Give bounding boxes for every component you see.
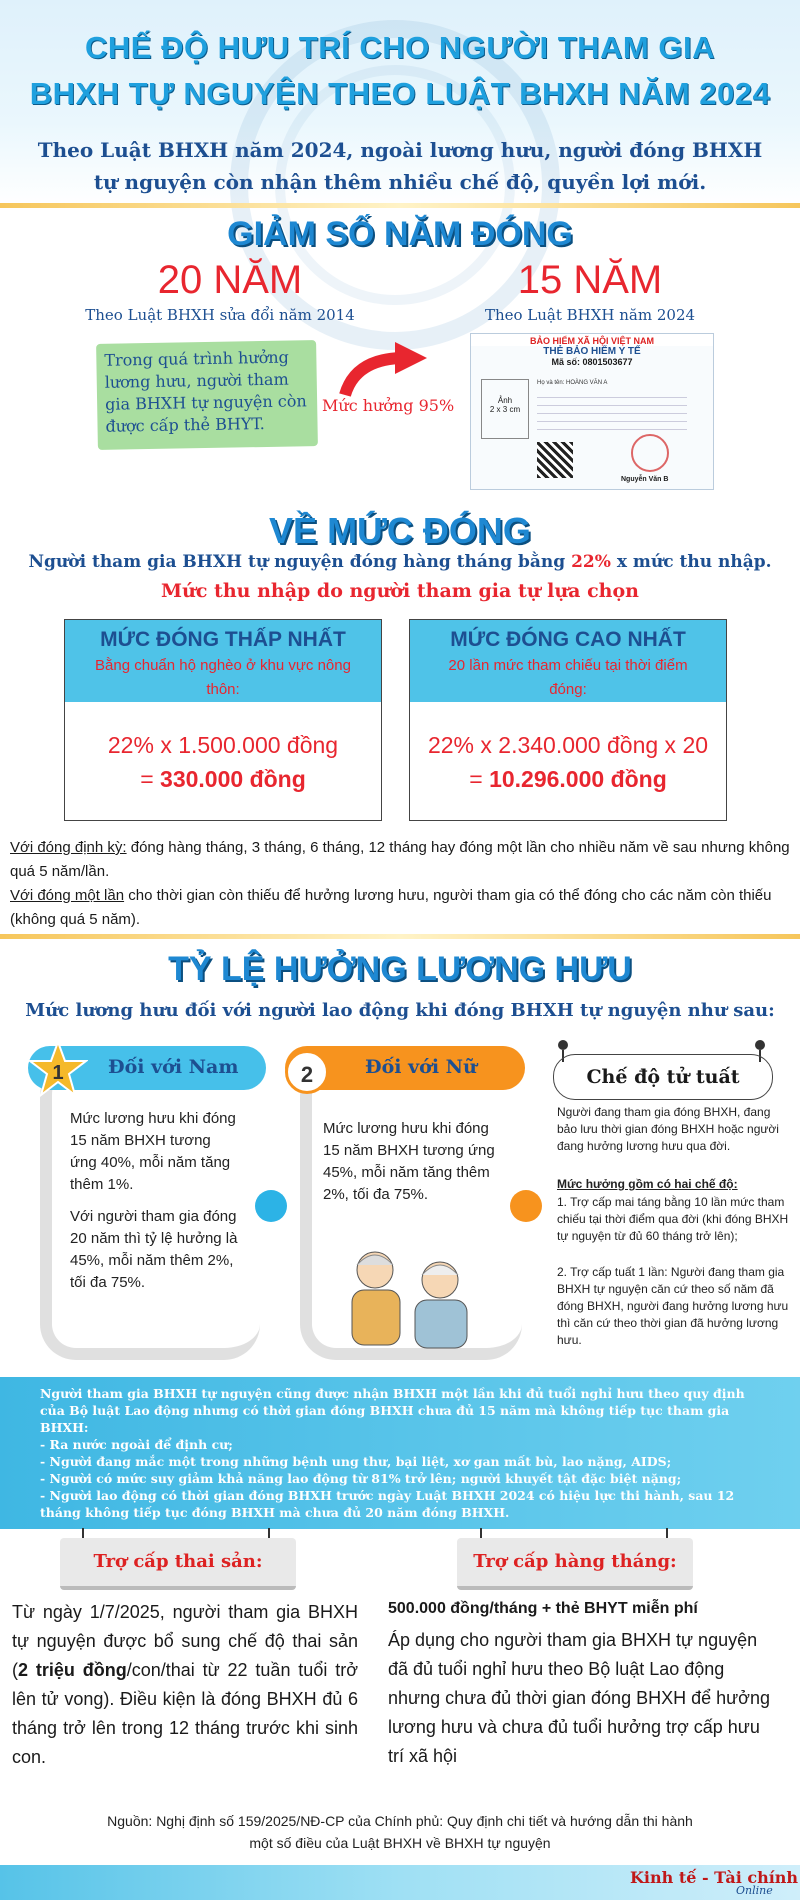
female-badge: 2: [285, 1050, 329, 1094]
male-label: Đối với Nam: [28, 1046, 266, 1090]
lumpsum-band: [0, 1377, 800, 1529]
max-result: = 10.296.000 đồng: [469, 766, 667, 792]
subtitle-line-2: tự nguyện còn nhận thêm nhiều chế độ, quyền lợi mới.: [93, 170, 707, 194]
health-insurance-card: [470, 333, 714, 490]
min-formula: 22% x 1.500.000 đồng: [107, 732, 339, 758]
lumpsum-item: - Người lao động có thời gian đóng BHXH trước ngày Luật BHXH 2024 có hiệu lực thi hành, sau 12 tháng không tiếp tục đóng BHXH mà chưa đủ 20 năm đóng BHXH.: [40, 1488, 735, 1520]
brand-logo: Kinh tế - Tài chính: [630, 1868, 799, 1887]
section-heading-pension: TỶ LỆ HƯỞNG LƯƠNG HƯU: [168, 950, 632, 988]
max-contribution-box: [409, 619, 727, 821]
maternity-label: Trợ cấp thai sản:: [60, 1538, 296, 1590]
min-contribution-box: [64, 619, 382, 821]
section-heading-contribution: VỀ MỨC ĐÓNG: [269, 510, 531, 551]
arrow-icon: [335, 340, 435, 400]
monthly-text: Áp dụng cho người tham gia BHXH tự nguyện đã đủ tuổi nghỉ hưu theo Bộ luật Lao động nhưng chưa đủ thời gian đóng BHXH để hưởng lương hưu và chưa đủ tuổi hưởng trợ cấp hưu trí xã hội: [388, 1630, 770, 1766]
survivor-text-3: 2. Trợ cấp tuất 1 lần: Người đang tham gia BHXH tự nguyện căn cứ theo số năm đã đóng BHXH, người đang hưởng lương hưu thì căn cứ theo thời gian đã hưởng lương hưu.: [557, 1265, 789, 1347]
lumpsum-item: - Ra nước ngoài để định cư;: [40, 1437, 233, 1452]
subtitle-line-1: Theo Luật BHXH năm 2024, ngoài lương hưu, người đóng BHXH: [37, 138, 763, 162]
elderly-couple-illustration: [340, 1245, 490, 1350]
monthly-bold: 500.000 đồng/tháng + thẻ BHYT miễn phí: [388, 1600, 698, 1617]
source-line-1: Nguồn: Nghị định số 159/2025/NĐ-CP của Chính phủ: Quy định chi tiết và hướng dẫn thi hành: [107, 1813, 693, 1829]
qr-code-icon: [537, 442, 573, 478]
orange-dot: [510, 1190, 542, 1222]
female-text-1: Mức lương hưu khi đóng 15 năm BHXH tương ứng 45%, mỗi năm tăng thêm 2%, tối đa 75%.: [323, 1120, 495, 1203]
max-desc: 20 lần mức tham chiếu tại thời điểm đóng:: [448, 657, 688, 698]
blue-dot: [255, 1190, 287, 1222]
survivor-text-1: Người đang tham gia đóng BHXH, đang bảo lưu thời gian đóng BHXH hoặc người đang hưởng lương hưu qua đời.: [557, 1105, 779, 1153]
survivor-subheading: Mức hưởng gồm có hai chế độ:: [557, 1177, 738, 1191]
periodic-paragraph: Với đóng định kỳ: đóng hàng tháng, 3 tháng, 6 tháng, 12 tháng hay đóng một lần cho nhiều năm về sau nhưng không quá 5 năm/lần.: [10, 839, 790, 880]
lumpsum-item: - Người đang mắc một trong những bệnh ung thư, bại liệt, xơ gan mất bù, lao nặng, AIDS;: [40, 1454, 672, 1469]
survivor-text-2: 1. Trợ cấp mai táng bằng 10 lần mức tham chiếu tại thời điểm qua đời (khi đóng BHXH tự nguyện từ đủ 60 tháng trở lên);: [557, 1195, 789, 1243]
survivor-label: Chế độ tử tuất: [553, 1054, 773, 1100]
title-line-1: CHẾ ĐỘ HƯU TRÍ CHO NGƯỜI THAM GIA: [85, 30, 715, 65]
max-formula: 22% x 2.340.000 đồng x 20: [427, 732, 709, 758]
svg-text:1: 1: [52, 1062, 64, 1084]
stamp-icon: [631, 434, 669, 472]
card-text-lines: [537, 392, 687, 430]
brand-logo-sub: Online: [736, 1884, 773, 1897]
pension-subheading: Mức lương hưu đối với người lao động khi đóng BHXH tự nguyện như sau:: [25, 1000, 775, 1021]
star-icon: [28, 1040, 88, 1100]
card-signer: Nguyễn Văn B: [621, 476, 669, 483]
rate-label: Mức hưởng 95%: [322, 396, 455, 415]
female-label: Đối với Nữ: [285, 1046, 525, 1090]
min-result: = 330.000 đồng: [140, 766, 306, 792]
min-title: MỨC ĐÓNG THẤP NHẤT: [100, 628, 346, 651]
card-type: THẺ BẢO HIỂM Y TẾ: [543, 346, 641, 357]
title-line-2: BHXH TỰ NGUYỆN THEO LUẬT BHXH NĂM 2024: [29, 76, 771, 111]
sticky-note: Trong quá trình hưởng lương hưu, người tham gia BHXH tự nguyện còn được cấp thẻ BHYT.: [96, 340, 318, 450]
card-org: BẢO HIỂM XÃ HỘI VIỆT NAM: [471, 334, 713, 346]
maternity-text: Từ ngày 1/7/2025, người tham gia BHXH tự nguyện được bổ sung chế độ thai sản (2 triệu đồng/con/thai từ 22 tuần tuổi trở lên tử vong). Điều kiện là đóng BHXH đủ 6 tháng trở lên trong 12 tháng trước khi sinh con.: [12, 1602, 358, 1767]
source-line-2: một số điều của Luật BHXH về BHXH tự nguyện: [249, 1835, 551, 1851]
min-desc: Bằng chuẩn hộ nghèo ở khu vực nông thôn:: [95, 657, 351, 698]
card-name: Họ và tên: HOÀNG VĂN A: [537, 380, 608, 386]
divider: [0, 203, 800, 208]
contribution-line-2: Mức thu nhập do người tham gia tự lựa chọn: [161, 580, 639, 602]
new-years: 15 NĂM: [517, 258, 663, 302]
monthly-label: Trợ cấp hàng tháng:: [457, 1538, 693, 1590]
section-heading-reduce: GIẢM SỐ NĂM ĐÓNG: [227, 215, 573, 253]
old-caption: Theo Luật BHXH sửa đổi năm 2014: [85, 306, 355, 324]
new-caption: Theo Luật BHXH năm 2024: [484, 306, 696, 324]
divider: [0, 934, 800, 939]
card-code: Mã số: 0801503677: [551, 357, 633, 367]
male-text-1: Mức lương hưu khi đóng 15 năm BHXH tương ứng 40%, mỗi năm tăng thêm 1%.: [70, 1110, 236, 1193]
lumpsum-item: - Người có mức suy giảm khả năng lao động từ 81% trở lên; người khuyết tật đặc biệt nặng;: [40, 1471, 682, 1486]
old-years: 20 NĂM: [157, 258, 303, 302]
lumpsum-intro: Người tham gia BHXH tự nguyện cũng được nhận BHXH một lần khi đủ tuổi nghỉ hưu theo quy định của Bộ luật Lao động nhưng có thời gian đóng BHXH chưa đủ 15 năm mà không tiếp tục tham gia BHXH:: [40, 1386, 745, 1435]
male-text-2: Với người tham gia đóng 20 năm thì tỷ lệ hưởng là 45%, mỗi năm thêm 2%, tối đa 75%.: [70, 1208, 238, 1291]
source-footer: [0, 1810, 800, 1854]
max-title: MỨC ĐÓNG CAO NHẤT: [450, 628, 686, 651]
lumpsum-paragraph: Với đóng một lần cho thời gian còn thiếu để hưởng lương hưu, người tham gia có thể đóng cho các năm còn thiếu (không quá 5 năm).: [10, 887, 772, 928]
card-photo: Ảnh 2 x 3 cm: [481, 379, 529, 439]
contribution-line-1: Người tham gia BHXH tự nguyện đóng hàng tháng bằng 22% x mức thu nhập.: [28, 552, 772, 572]
